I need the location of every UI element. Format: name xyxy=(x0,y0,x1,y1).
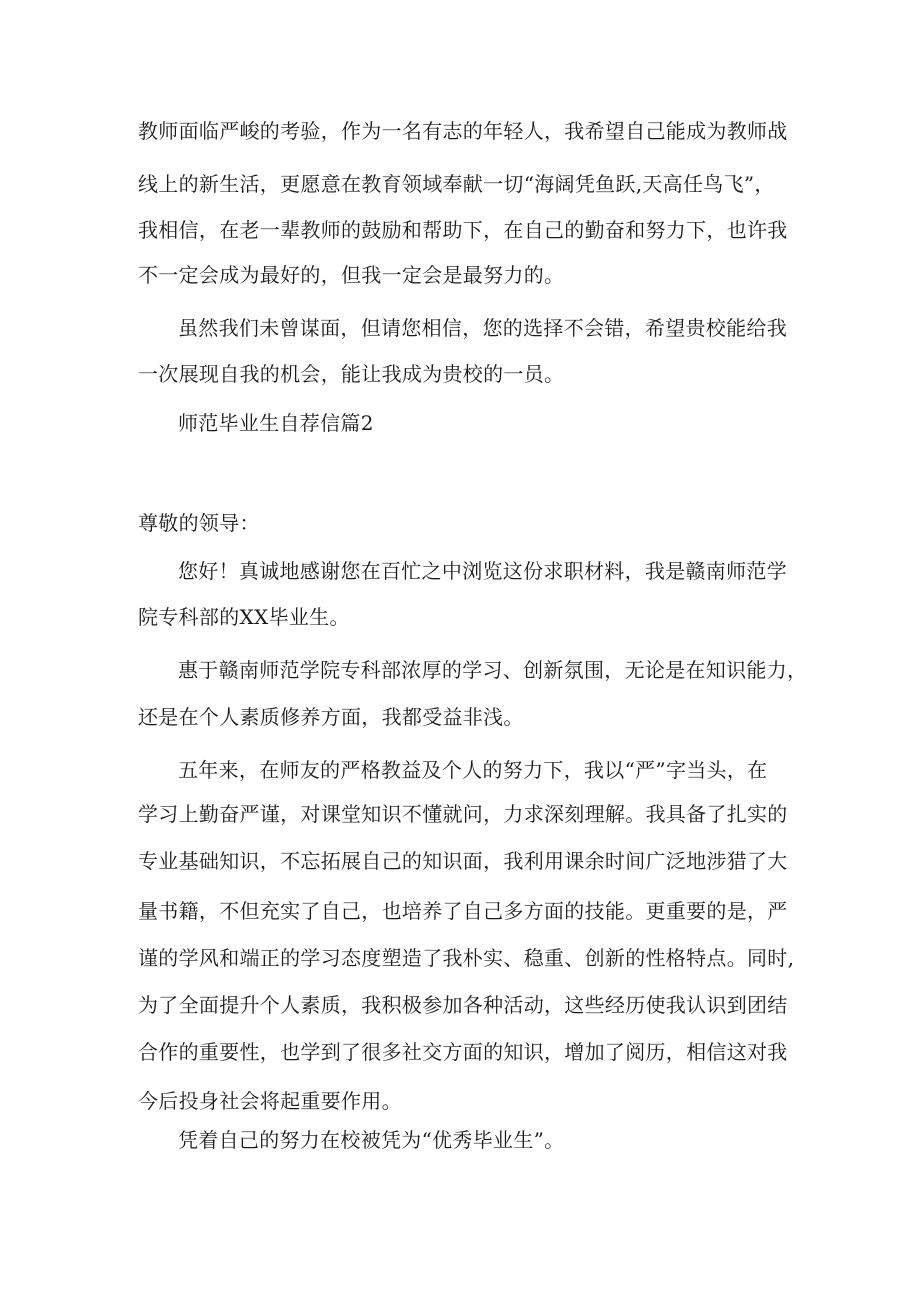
text-line: 合作的重要性，也学到了很多社交方面的知识，增加了阅历，相信这对我 xyxy=(138,1040,788,1064)
text-line: 不一定会成为最好的，但我一定会是最努力的。 xyxy=(138,263,565,287)
text-line: 今后投身社会将起重要作用。 xyxy=(138,1089,402,1113)
salutation: 尊敬的领导： xyxy=(138,511,260,535)
text-line: 我相信，在老一辈教师的鼓励和帮助下，在自己的勤奋和努力下，也许我 xyxy=(138,218,788,242)
text-line: 专业基础知识，不忘拓展自己的知识面，我利用课余时间广泛地涉猎了大 xyxy=(138,849,788,873)
text-line: 还是在个人素质修养方面，我都受益非浅。 xyxy=(138,705,524,729)
section-heading: 师范毕业生自荐信篇2 xyxy=(178,411,374,435)
text-line: 线上的新生活，更愿意在教育领域奉献一切“海阔凭鱼跃,天高任鸟飞”， xyxy=(138,172,775,196)
text-line: 一次展现自我的机会，能让我成为贵校的一员。 xyxy=(138,362,565,386)
text-line: 五年来，在师友的严格教益及个人的努力下，我以“严”字当头，在 xyxy=(178,758,768,782)
text-line: 您好！真诚地感谢您在百忙之中浏览这份求职材料，我是赣南师范学 xyxy=(178,559,787,583)
text-line: 学习上勤奋严谨，对课堂知识不懂就问，力求深刻理解。我具备了扎实的 xyxy=(138,802,788,826)
text-line: 谨的学风和端正的学习态度塑造了我朴实、稳重、创新的性格特点。同时, xyxy=(138,946,795,970)
text-line: 量书籍，不但充实了自己，也培养了自己多方面的技能。更重要的是，严 xyxy=(138,899,788,923)
text-line: 为了全面提升个人素质，我积极参加各种活动，这些经历使我认识到团结 xyxy=(138,993,788,1017)
text-line: 惠于赣南师范学院专科部浓厚的学习、创新氛围，无论是在知识能力， xyxy=(178,658,808,682)
text-line: 院专科部的XX毕业生。 xyxy=(138,605,350,629)
text-line: 虽然我们未曾谋面，但请您相信，您的选择不会错，希望贵校能给我 xyxy=(178,316,787,340)
text-line: 教师面临严峻的考验，作为一名有志的年轻人，我希望自己能成为教师战 xyxy=(138,119,788,143)
text-line: 凭着自己的努力在校被凭为“优秀毕业生”。 xyxy=(178,1128,565,1152)
